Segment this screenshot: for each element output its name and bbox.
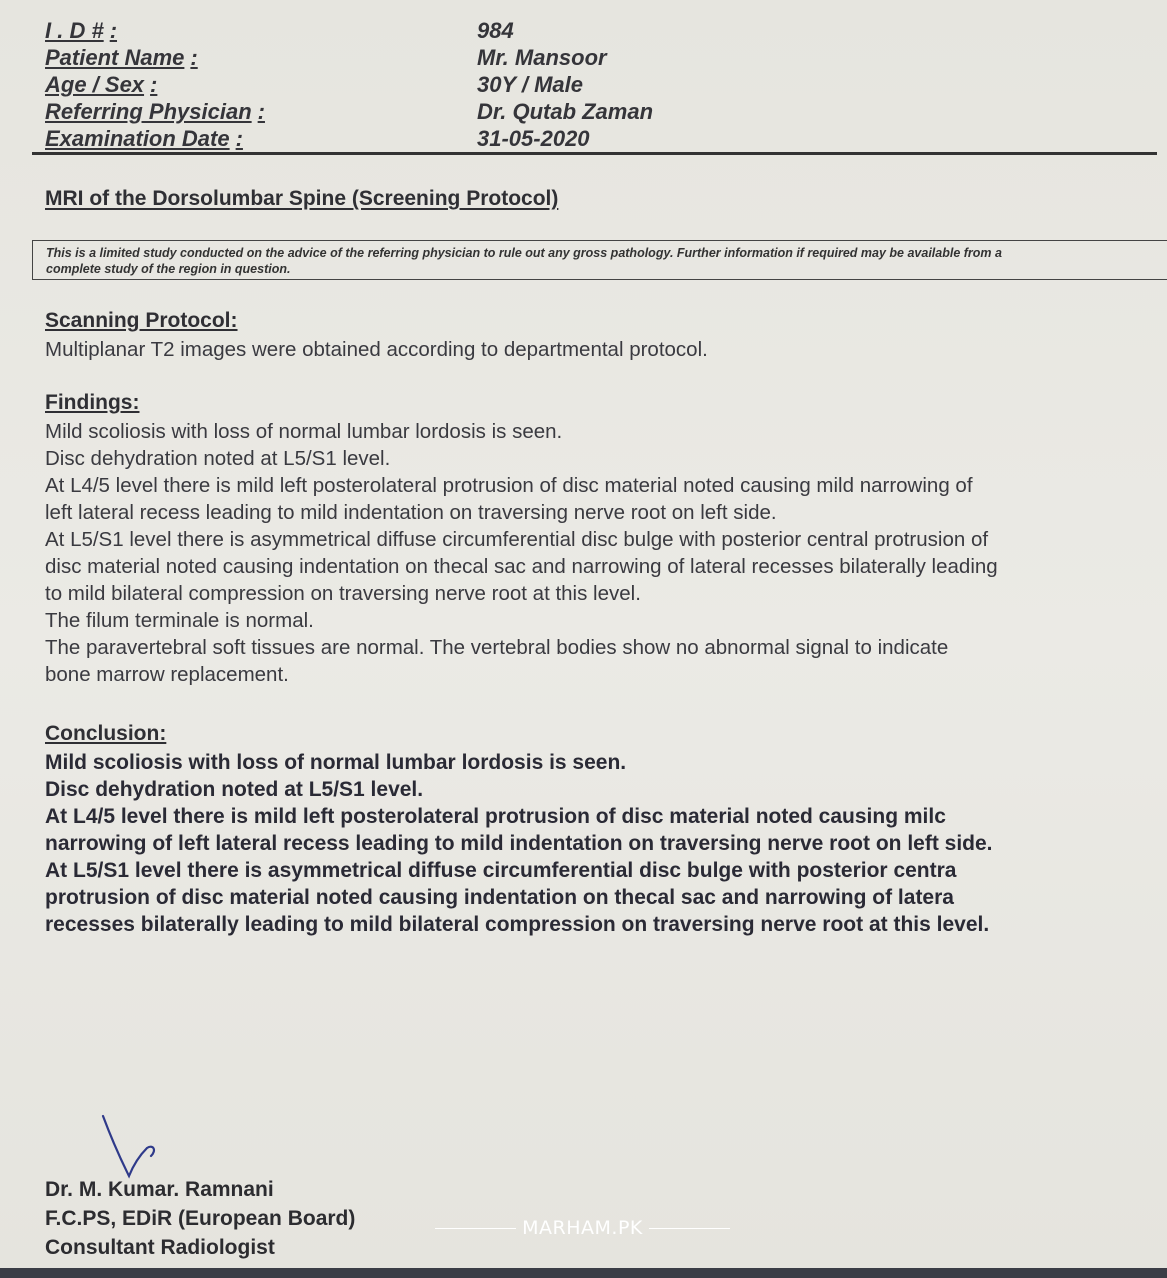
conclusion-line: narrowing of left lateral recess leading to mild indentation on traversing nerve root on left side. xyxy=(45,832,993,855)
patient-name-row xyxy=(45,45,1145,72)
findings-line: Mild scoliosis with loss of normal lumbar lordosis is seen. xyxy=(45,420,563,443)
watermark xyxy=(435,1215,730,1241)
findings-line: At L5/S1 level there is asymmetrical diffuse circumferential disc bulge with posterior central protrusion of xyxy=(45,528,989,551)
signature-mark xyxy=(95,1112,165,1182)
conclusion-line: protrusion of disc material noted causing indentation on thecal sac and narrowing of latera xyxy=(45,886,954,909)
referring-physician-value: Dr. Qutab Zaman xyxy=(477,99,654,124)
id-label: I . D # : xyxy=(45,18,118,43)
watermark-line-right xyxy=(649,1228,730,1229)
watermark-text: MARHAM.PK xyxy=(522,1217,643,1239)
age-sex-row xyxy=(45,72,1145,99)
findings-line: bone marrow replacement. xyxy=(45,663,289,686)
report-title: MRI of the Dorsolumbar Spine (Screening Protocol) xyxy=(45,187,559,210)
scanning-protocol-line: Multiplanar T2 images were obtained according to departmental protocol. xyxy=(45,338,708,361)
patient-name-value: Mr. Mansoor xyxy=(477,45,607,70)
signatory-name: Dr. M. Kumar. Ramnani xyxy=(45,1178,274,1201)
referring-physician-row xyxy=(45,99,1145,126)
disclaimer-line-2: complete study of the region in question. xyxy=(46,262,291,276)
findings-line: left lateral recess leading to mild indentation on traversing nerve root on left side. xyxy=(45,501,777,524)
patient-info-table xyxy=(45,18,1145,153)
conclusion-line: At L5/S1 level there is asymmetrical diffuse circumferential disc bulge with posterior centra xyxy=(45,859,957,882)
conclusion-text xyxy=(45,749,993,938)
findings-line: disc material noted causing indentation on thecal sac and narrowing of lateral recesses bilaterally leading xyxy=(45,555,998,578)
conclusion-line: Disc dehydration noted at L5/S1 level. xyxy=(45,778,424,801)
findings-line: At L4/5 level there is mild left posterolateral protrusion of disc material noted causing mild narrowing of xyxy=(45,474,973,497)
findings-text xyxy=(45,418,998,688)
conclusion-line: Mild scoliosis with loss of normal lumbar lordosis is seen. xyxy=(45,751,627,774)
examination-date-label: Examination Date : xyxy=(45,126,243,151)
watermark-line-left xyxy=(435,1228,516,1229)
age-sex-label: Age / Sex : xyxy=(45,72,158,97)
page-bottom-edge xyxy=(0,1268,1167,1278)
header-divider xyxy=(32,152,1157,155)
findings-line: to mild bilateral compression on traversing nerve root at this level. xyxy=(45,582,641,605)
signatory-block xyxy=(45,1175,355,1262)
signatory-qualifications: F.C.PS, EDiR (European Board) xyxy=(45,1207,356,1230)
conclusion-heading: Conclusion: xyxy=(45,722,167,745)
findings-line: The paravertebral soft tissues are normal. The vertebral bodies show no abnormal signal to indicate xyxy=(45,636,949,659)
id-row xyxy=(45,18,1145,45)
patient-name-label: Patient Name : xyxy=(45,45,198,70)
findings-line: Disc dehydration noted at L5/S1 level. xyxy=(45,447,391,470)
examination-date-row xyxy=(45,126,1145,153)
conclusion-line: recesses bilaterally leading to mild bilateral compression on traversing nerve root at this level. xyxy=(45,913,990,936)
scanning-protocol-heading: Scanning Protocol: xyxy=(45,309,238,332)
findings-line: The filum terminale is normal. xyxy=(45,609,314,632)
findings-heading: Findings: xyxy=(45,391,140,414)
disclaimer-box xyxy=(32,240,1167,280)
id-value: 984 xyxy=(477,18,514,43)
disclaimer-line-1: This is a limited study conducted on the advice of the referring physician to rule out any gross pathology. Further information if required may be available from a xyxy=(46,246,1002,260)
examination-date-value: 31-05-2020 xyxy=(477,126,590,151)
referring-physician-label: Referring Physician : xyxy=(45,99,265,124)
conclusion-line: At L4/5 level there is mild left posterolateral protrusion of disc material noted causing milc xyxy=(45,805,946,828)
scanning-protocol-text xyxy=(45,336,708,363)
signatory-title: Consultant Radiologist xyxy=(45,1236,275,1259)
age-sex-value: 30Y / Male xyxy=(477,72,583,97)
